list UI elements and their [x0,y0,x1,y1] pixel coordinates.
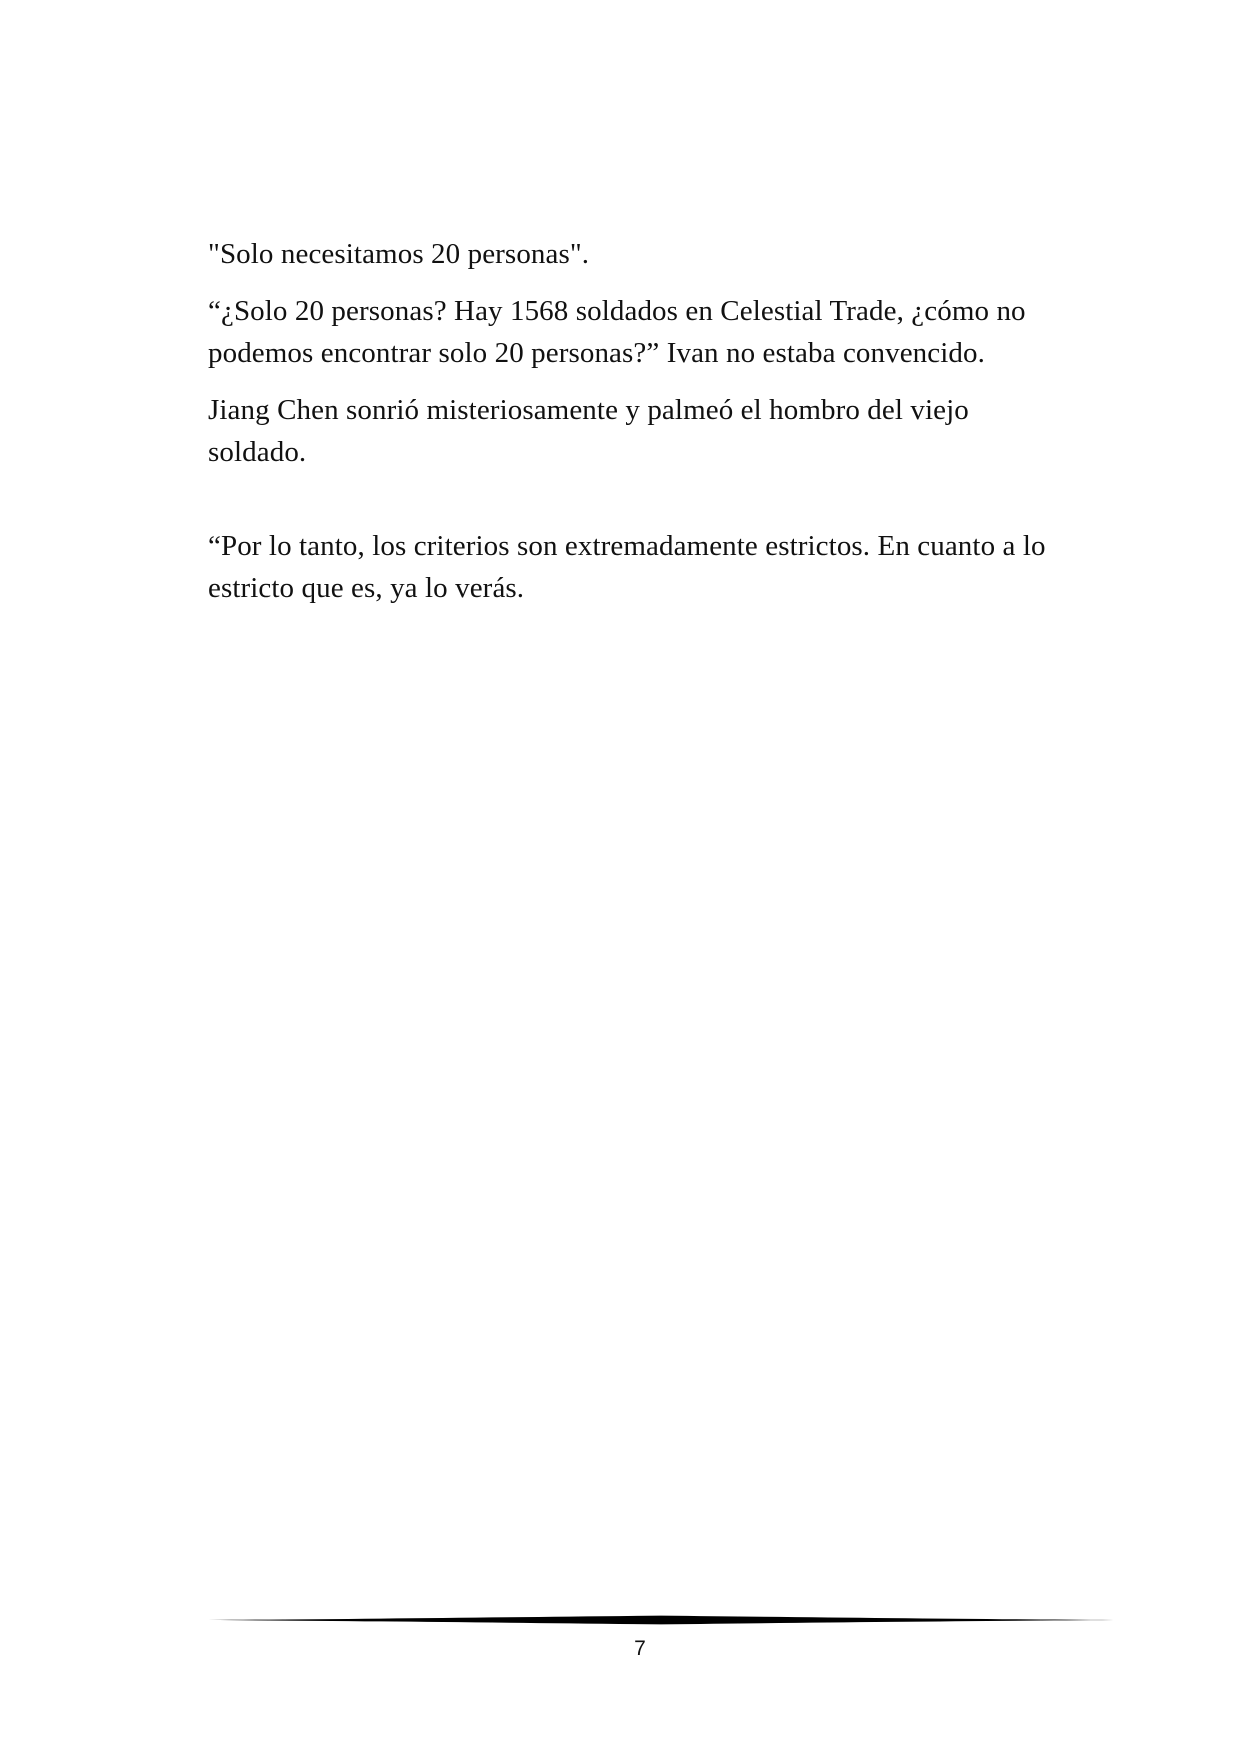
paragraph-1: "Solo necesitamos 20 personas". [208,238,590,270]
paragraph-2: “¿Solo 20 personas? Hay 1568 soldados en Celestial Trade, ¿cómo no podemos encontrar solo 20 personas?” Ivan no estaba convencido. [208,295,1026,369]
footer-divider [208,1614,1114,1626]
document-body [208,233,1068,624]
paragraph-3: Jiang Chen sonrió misteriosamente y palmeó el hombro del viejo soldado. [208,394,969,468]
paragraph-4: “Por lo tanto, los criterios son extremadamente estrictos. En cuanto a lo estricto que es, ya lo verás. [208,530,1046,604]
page-number: 7 [634,1637,646,1660]
